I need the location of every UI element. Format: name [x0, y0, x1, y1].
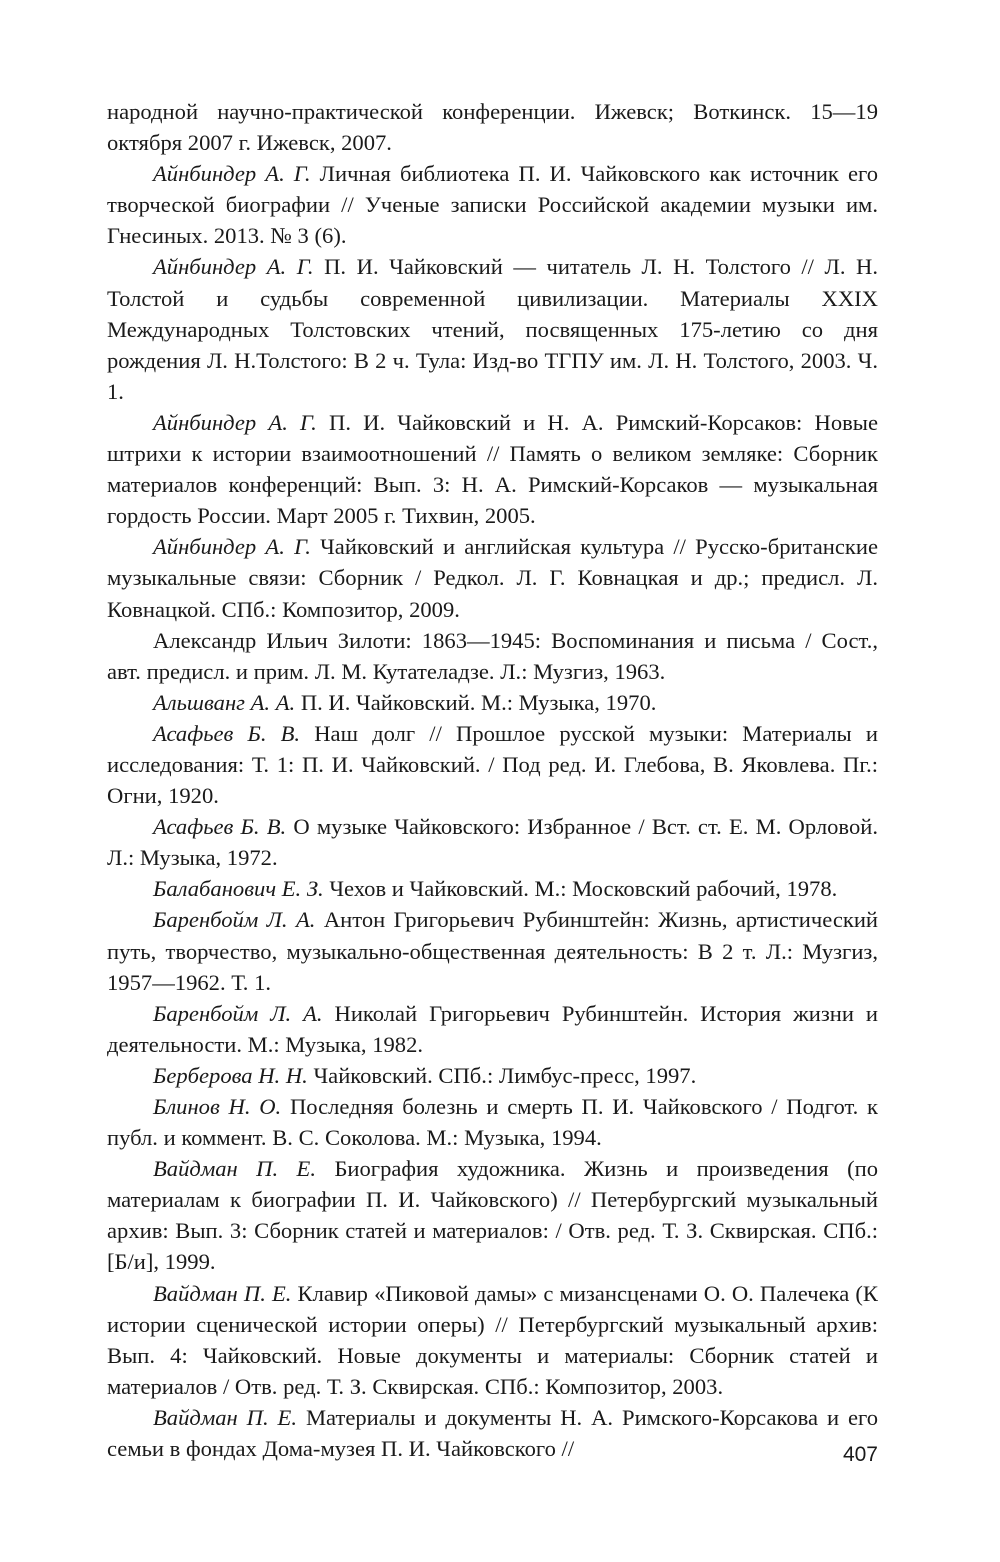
bibliography-entry-10	[107, 904, 878, 997]
entry-author: Альшванг А. А.	[153, 689, 296, 715]
entry-author: Асафьев Б. В.	[153, 720, 301, 746]
entry-text: Наш долг // Прошлое русской музыки: Материалы и исследования: Т. 1: П. И. Чайковский. / Под ред. И. Глебова, В. Яковлева. Пг.: Огни, 1920.	[107, 720, 878, 809]
bibliography-entry-5	[107, 625, 878, 687]
entry-author: Асафьев Б. В.	[153, 814, 287, 840]
bibliography-entry-15	[107, 1278, 878, 1402]
entry-text: народной научно-практической конференции. Ижевск; Воткинск. 15—19 октября 2007 г. Ижевск, 2007.	[107, 99, 878, 156]
entry-author: Айнбиндер А. Г.	[153, 254, 314, 280]
bibliography-entry-4	[107, 531, 878, 624]
bibliography-entry-0	[107, 96, 878, 158]
entry-author: Вайдман П. Е.	[153, 1404, 298, 1430]
entry-author: Айнбиндер А. Г.	[153, 409, 317, 435]
entry-text: Чайковский и английская культура // Русско-британские музыкальные связи: Сборник / Редкол. Л. Г. Ковнацкая и др.; предисл. Л. Ковнацкой. СПб.: Композитор, 2009.	[107, 534, 878, 622]
bibliography-entry-6	[107, 687, 878, 718]
entry-author: Вайдман П. Е.	[153, 1156, 317, 1182]
entry-author: Айнбиндер А. Г.	[153, 161, 311, 187]
entry-text: Личная библиотека П. И. Чайковского как источник его творческой биографии // Ученые записки Российской академии музыки им. Гнесиных. 2013. № 3 (6).	[107, 161, 878, 249]
entry-text: Клавир «Пиковой дамы» с мизансценами О. О. Палечека (К истории сценической истории оперы) // Петербургский музыкальный архив: Вып. 4: Чайковский. Новые документы и материалы: Сборник статей и материалов / Отв. ред. Т. З. Сквирская. СПб.: Композитор, 2003.	[107, 1280, 878, 1399]
bibliography-entry-14	[107, 1153, 878, 1277]
bibliography-entry-13	[107, 1091, 878, 1153]
entry-text: Чехов и Чайковский. М.: Московский рабочий, 1978.	[323, 876, 838, 902]
entry-author: Баренбойм Л. А.	[153, 907, 316, 933]
entry-text: Биография художника. Жизнь и произведения (по материалам к биографии П. И. Чайковского) // Петербургский музыкальный архив: Вып. 3: Сборник статей и материалов: / Отв. ред. Т. З. Сквирская. СПб.: [Б/и], 1999.	[107, 1156, 878, 1275]
bibliography-entry-16	[107, 1402, 878, 1464]
entry-text: П. И. Чайковский — читатель Л. Н. Толстого // Л. Н. Толстой и судьбы современной цивилизации. Материалы XXIX Международных Толстовских чтений, посвященных 175-летию со дня рождения Л. Н.Толстого: В 2 ч. Тула: Изд-во ТГПУ им. Л. Н. Толстого, 2003. Ч. 1.	[107, 254, 878, 404]
page-number: 407	[842, 1443, 878, 1466]
entry-text: Александр Ильич Зилоти: 1863—1945: Воспоминания и письма / Сост., авт. предисл. и прим. Л. М. Кутателадзе. Л.: Музгиз, 1963.	[107, 627, 878, 684]
bibliography-entry-2	[107, 251, 878, 406]
entry-author: Айнбиндер А. Г.	[153, 534, 311, 560]
entry-text: Николай Григорьевич Рубинштейн. История жизни и деятельности. М.: Музыка, 1982.	[107, 1000, 878, 1057]
entry-text: П. И. Чайковский. М.: Музыка, 1970.	[295, 689, 657, 715]
entry-author: Вайдман П. Е.	[153, 1280, 292, 1306]
bibliography-entry-11	[107, 998, 878, 1060]
entry-author: Блинов Н. О.	[153, 1094, 282, 1119]
bibliography-entry-9	[107, 873, 878, 904]
entry-text: Антон Григорьевич Рубинштейн: Жизнь, артистический путь, творчество, музыкально-общественная деятельность: В 2 т. Л.: Музгиз, 1957—1962. Т. 1.	[107, 907, 879, 995]
entry-text: Последняя болезнь и смерть П. И. Чайковского / Подгот. к публ. и коммент. В. С. Соколова. М.: Музыка, 1994.	[107, 1094, 878, 1151]
entry-text: О музыке Чайковского: Избранное / Вст. ст. Е. М. Орловой. Л.: Музыка, 1972.	[107, 814, 878, 871]
bibliography-entry-12	[107, 1060, 878, 1091]
bibliography-entry-8	[107, 811, 878, 873]
entry-text: П. И. Чайковский и Н. А. Римский-Корсаков: Новые штрихи к истории взаимоотношений // Память о великом земляке: Сборник материалов конференций: Вып. 3: Н. А. Римский-Корсаков — музыкальная гордость России. Март 2005 г. Тихвин, 2005.	[107, 409, 878, 529]
bibliography-entry-3	[107, 407, 878, 531]
bibliography-entry-7	[107, 718, 878, 811]
entry-author: Берберова Н. Н.	[153, 1062, 308, 1088]
bibliography-entry-1	[107, 158, 878, 251]
entry-text: Чайковский. СПб.: Лимбус-пресс, 1997.	[307, 1062, 697, 1088]
entry-author: Балабанович Е. З.	[153, 876, 324, 902]
bibliography-list	[107, 96, 878, 1464]
entry-author: Баренбойм Л. А.	[153, 1000, 323, 1026]
entry-text: Материалы и документы Н. А. Римского-Корсакова и его семьи в фондах Дома-музея П. И. Чайковского //	[107, 1404, 878, 1462]
